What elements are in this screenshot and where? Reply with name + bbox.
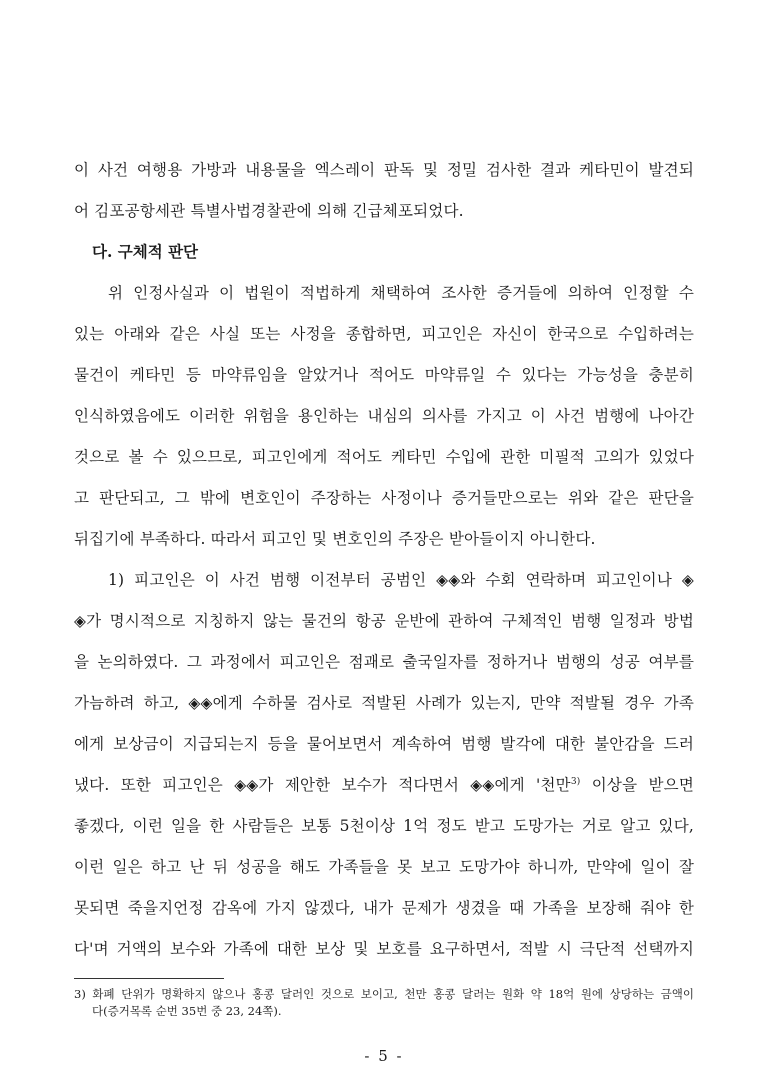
footnote-text: 3) 화폐 단위가 명확하지 않으나 홍콩 달러인 것으로 보이고, 천만 홍콩 달러는 원화 약 18억 원에 상당하는 금액이 [74,987,694,1001]
body-line: 뒤집기에 부족하다. 따라서 피고인 및 변호인의 주장은 받아들이지 아니한다. [74,530,596,548]
footnote-divider [74,978,224,979]
body-line: 좋겠다, 이런 일을 한 사람들은 보통 5천이상 1억 정도 받고 도망가는 거로 알고 있다, [74,817,694,835]
body-line: 못되면 죽을지언정 감옥에 가지 않겠다, 내가 문제가 생겼을 때 가족을 보장해 줘야 한 [74,899,694,917]
section-heading: 다. 구체적 판단 [92,242,199,261]
footnote-text: 다(증거목록 순번 35번 중 23, 24쪽). [92,1004,282,1018]
body-line: 고 판단되고, 그 밖에 변호인이 주장하는 사정이나 증거들만으로는 위와 같은 판단을 [74,489,694,507]
body-line: 물건이 케타민 등 마약류임을 알았거나 적어도 마약류일 수 있다는 가능성을 충분히 [74,366,694,384]
body-line: 이 사건 여행용 가방과 내용물을 엑스레이 판독 및 정밀 검사한 결과 케타민이 발견되 [74,161,694,179]
footnote-reference[interactable]: 3) [570,776,581,787]
body-line: 이런 일은 하고 난 뒤 성공을 해도 가족들을 못 보고 도망가야 하니까, 만약에 일이 잘 [74,858,694,876]
body-line: 다'며 거액의 보수와 가족에 대한 보상 및 보호를 요구하면서, 적발 시 극단적 선택까지 [74,940,694,958]
body-line: ◈가 명시적으로 지칭하지 않는 물건의 항공 운반에 관하여 구체적인 범행 일정과 방법 [74,612,694,630]
body-line: 가늠하려 하고, ◈◈에게 수하물 검사로 적발된 사례가 있는지, 만약 적발될 경우 가족 [74,694,694,712]
body-line-segment: 냈다. 또한 피고인은 ◈◈가 제안한 보수가 적다면서 ◈◈에게 '천만 [74,776,571,794]
body-line: 것으로 볼 수 있으므로, 피고인에게 적어도 케타민 수입에 관한 미필적 고의가 있었다 [74,448,694,466]
body-line: 1) 피고인은 이 사건 범행 이전부터 공범인 ◈◈와 수회 연락하며 피고인이나 ◈ [108,571,694,589]
body-line: 위 인정사실과 이 법원이 적법하게 채택하여 조사한 증거들에 의하여 인정할 수 [108,284,694,302]
body-line: 어 김포공항세관 특별사법경찰관에 의해 긴급체포되었다. [74,202,464,220]
body-line: 에게 보상금이 지급되는지 등을 물어보면서 계속하여 범행 발각에 대한 불안감을 드러 [74,735,694,753]
body-line: 있는 아래와 같은 사실 또는 사정을 종합하면, 피고인은 자신이 한국으로 수입하려는 [74,325,694,343]
page-number: - 5 - [364,1047,404,1065]
body-line-with-footnote-ref [74,775,694,795]
body-line: 인식하였음에도 이러한 위험을 용인하는 내심의 의사를 가지고 이 사건 범행에 나아간 [74,407,694,425]
body-line: 을 논의하였다. 그 과정에서 피고인은 점괘로 출국일자를 정하거나 범행의 성공 여부를 [74,653,694,671]
body-line-segment: 이상을 받으면 [580,776,694,794]
